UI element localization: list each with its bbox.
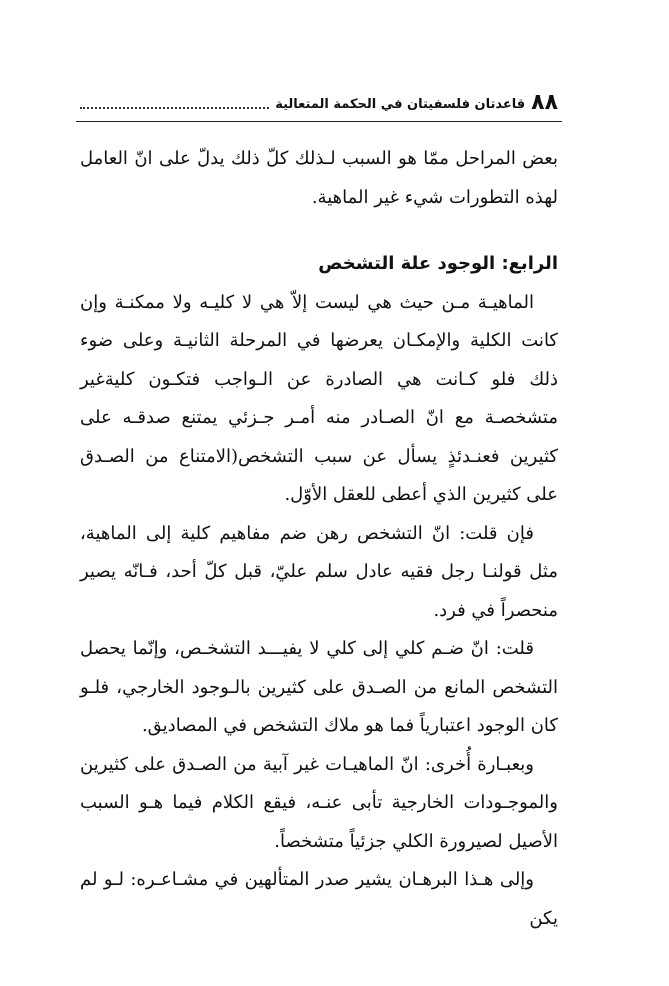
paragraph-5: وبعبـارة أُخرى: انّ الماهيـات غير آبية من الصـدق على كثيرين والموجـودات الخارجية تأبى عنـه، فيقع الكلام فيما هـو السبب الأصيل لصيرورة الكلي جزئياً متشخصاً. (80, 753, 558, 852)
page-number: ٨٨ (531, 90, 558, 115)
paragraph-3: فإن قلت: انّ التشخص رهن ضم مفاهيم كلية إلى الماهية، مثل قولنـا رجل فقيه عادل سلم عليّ، قبل كلّ أحد، فـانّه يصير منحصراً في فرد. (80, 522, 558, 621)
paragraph-4: قلت: انّ ضـم كلي إلى كلي لا يفيـــد التشخـص، وإنّما يحصل التشخص المانع من الصـدق على كثيرين بالـوجود الخارجي، فلـو كان الوجود اعتبارياً فما هو ملاك التشخص في المصاديق. (80, 638, 558, 736)
paragraph-6: وإلى هـذا البرهـان يشير صدر المتألهين في مشـاعـره: لـو لم يكن (80, 869, 558, 929)
paragraph-2: الماهيـة مـن حيث هي ليست إلاّ هي لا كليـه ولا ممكنـة وإن كانت الكلية والإمكـان يعرضها في المرحلة الثانيـة وعلى ضوء ذلك فلو كـانت هي الصادرة عن الـواجب فتكـون كليةغير متشخصـة مع انّ الصـادر منه أمـر جـزئي يمتنع صدقـه على كثيرين فعنـدئذٍ يسأل عن سبب التشخص(الامتناع من الصـدق على كثيرين الذي أعطى للعقل الأوّل. (80, 291, 558, 505)
paragraph-1: بعض المراحل ممّا هو السبب لـذلك كلّ ذلك يدلّ على انّ العامل لهذه التطورات شيء غير الماهية. (80, 148, 558, 208)
running-header (80, 86, 558, 114)
header-dotted-leader (80, 107, 269, 109)
body-text (80, 140, 558, 938)
header-title: قاعدتان فلسفيتان في الحكمة المتعالية (275, 97, 526, 112)
header-rule (76, 121, 562, 122)
section-heading: الرابع: الوجود علة التشخص (318, 253, 558, 274)
